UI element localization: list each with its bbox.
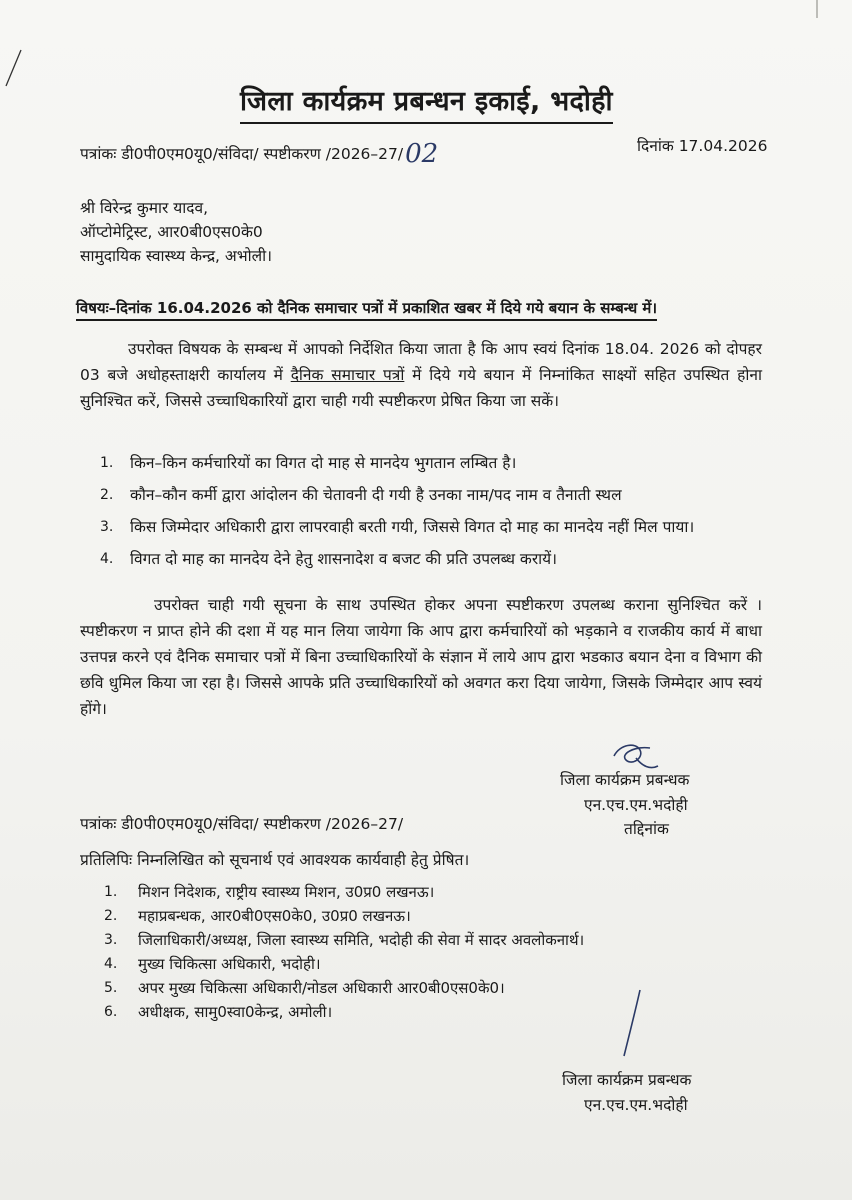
page-edge-line — [816, 0, 818, 18]
list-text: अपर मुख्य चिकित्सा अधिकारी/नोडल अधिकारी आर0बी0एस0के0। — [138, 979, 505, 997]
list-item — [104, 976, 584, 1000]
paragraph1-underlined: दैनिक समाचार पत्रों — [290, 366, 405, 384]
signatory-office: एन.एच.एम.भदोही — [584, 796, 688, 814]
letter-title: जिला कार्यक्रम प्रबन्धन इकाई, भदोही — [240, 84, 613, 124]
recipient-address — [80, 196, 272, 268]
list-number: 5. — [104, 980, 118, 996]
list-item — [100, 482, 760, 508]
list-number: 3. — [104, 932, 118, 948]
list-text: विगत दो माह का मानदेय देने हेतु शासनादेश व बजट की प्रति उपलब्ध करायें। — [130, 550, 558, 568]
signature-block-1 — [560, 768, 689, 818]
same-date-label: तद्दिनांक — [624, 820, 669, 838]
list-text: महाप्रबन्धक, आर0बी0एस0के0, उ0प्र0 लखनऊ। — [138, 907, 411, 925]
list-text: किन–किन कर्मचारियों का विगत दो माह से मानदेय भुगतान लम्बित है। — [130, 454, 517, 472]
pen-mark-icon — [4, 48, 24, 88]
copy-to-heading: प्रतिलिपिः निम्नलिखित को सूचनार्थ एवं आवश्यक कार्यवाही हेतु प्रेषित। — [80, 851, 470, 869]
list-item — [100, 546, 760, 572]
letter-date: दिनांक 17.04.2026 — [637, 137, 768, 155]
body-paragraph-1 — [80, 336, 762, 414]
list-text: अधीक्षक, सामु0स्वा0केन्द्र, अमोली। — [138, 1003, 333, 1021]
handwritten-reference-number: 02 — [405, 139, 439, 169]
list-item — [104, 952, 584, 976]
signatory-office: एन.एच.एम.भदोही — [584, 1096, 688, 1114]
list-number: 2. — [104, 908, 118, 924]
recipient-designation: ऑप्टोमेट्रिस्ट, आर0बी0एस0के0 — [80, 223, 263, 241]
list-text: मिशन निदेशक, राष्ट्रीय स्वास्थ्य मिशन, उ0प्र0 लखनऊ। — [138, 883, 435, 901]
reference-number — [80, 136, 439, 169]
list-number: 4. — [104, 956, 118, 972]
body-paragraph-2: उपरोक्त चाही गयी सूचना के साथ उपस्थित होकर अपना स्पष्टीकरण उपलब्ध कराना सुनिश्चित करें । स्पष्टीकरण न प्राप्त होने की दशा में यह मान लिया जायेगा कि आप द्वारा कर्मचारियों को भड़काने व राजकीय कार्य में बाधा उत्तपन्न करने एवं दैनिक समाचार पत्रों में बिना उच्चाधिकारियों के संज्ञान में लाये आप द्वारा भडकाउ बयान देना व विभाग की छवि धुमिल किया जा रहा है। जिससे आपके प्रति उच्चाधिकारियों को अवगत करा दिया जायेगा, जिसके जिम्मेदार आप स्वयं होंगे। — [80, 596, 762, 718]
list-text: कौन–कौन कर्मी द्वारा आंदोलन की चेतावनी दी गयी है उनका नाम/पद नाम व तैनाती स्थल — [130, 486, 622, 504]
list-number: 1. — [104, 884, 118, 900]
signature-icon-2 — [622, 988, 642, 1058]
list-item — [100, 450, 760, 476]
list-item — [104, 904, 584, 928]
reference-number-2: पत्रांकः डी0पी0एम0यू0/संविदा/ स्पष्टीकरण /2026–27/ — [80, 815, 404, 833]
signatory-title: जिला कार्यक्रम प्रबन्धक — [562, 1071, 692, 1089]
list-item — [104, 928, 584, 952]
list-number: 3. — [100, 519, 114, 535]
list-number: 4. — [100, 551, 114, 567]
list-item — [100, 514, 760, 540]
list-number: 1. — [100, 455, 114, 471]
recipient-name: श्री विरेन्द्र कुमार यादव, — [80, 199, 209, 217]
paragraph1-part2: में दिये गये बयान में निम्नांकित साक्ष्यों सहित उपस्थित होना सुनिश्चित करें, जिससे उच्चाधिकारियों द्वारा चाही गयी स्पष्टीकरण प्रेषित किया जा सकें। — [80, 366, 762, 410]
paragraph1-part1: उपरोक्त विषयक के सम्बन्ध में आपको निर्देशित किया जाता है कि आप स्वयं दिनांक 18.04. 2026 को दोपहर 03 बजे अधोहस्ताक्षरी कार्यालय में — [80, 340, 762, 384]
letter-subject: विषयः–दिनांक 16.04.2026 को दैनिक समाचार पत्रों में प्रकाशित खबर में दिये गये बयान के सम्बन्ध में। — [76, 298, 657, 321]
list-item — [104, 880, 584, 904]
reference-text: पत्रांकः डी0पी0एम0यू0/संविदा/ स्पष्टीकरण /2026–27/ — [80, 145, 404, 163]
list-number: 2. — [100, 487, 114, 503]
signature-block-2 — [562, 1068, 691, 1118]
list-text: जिलाधिकारी/अध्यक्ष, जिला स्वास्थ्य समिति, भदोही की सेवा में सादर अवलोकनार्थ। — [138, 931, 585, 949]
list-text: मुख्य चिकित्सा अधिकारी, भदोही। — [138, 955, 321, 973]
recipient-office: सामुदायिक स्वास्थ्य केन्द्र, अभोली। — [80, 247, 273, 265]
copy-to-list — [104, 880, 584, 1024]
list-number: 6. — [104, 1004, 118, 1020]
list-text: किस जिम्मेदार अधिकारी द्वारा लापरवाही बरती गयी, जिससे विगत दो माह का मानदेय नहीं मिल पाया। — [130, 518, 695, 536]
evidence-list — [100, 450, 760, 578]
list-item — [104, 1000, 584, 1024]
signatory-title: जिला कार्यक्रम प्रबन्धक — [560, 771, 690, 789]
